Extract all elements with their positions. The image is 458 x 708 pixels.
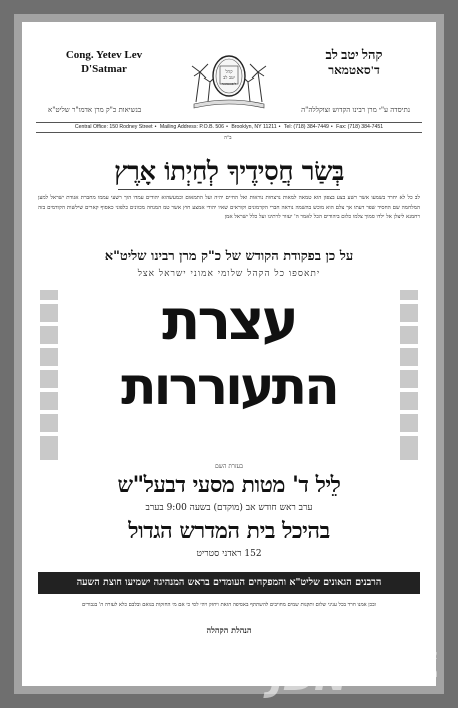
jdn-watermark [270, 640, 440, 700]
footer-paragraph: ובכן אמנו חרד בכל עניני שלום ותקנות שמים מחויבים להשתתף באסיפה הזאת ויחזק ויהי לסי כי אם מי החזקות בנואם ובלבם כלא לעזרה ה' בגבורים [82, 602, 376, 608]
address-bar: Central Office: 150 Rodney Street • Mailing Address: P.O.B. 506 • Brooklyn, NY 11211 • Tel: (718) 384-7449 • Fax: (718) 384-7451 [36, 122, 422, 133]
night-line: לֵיל ד' מטות מסעי דבעל"ש [117, 472, 341, 498]
signature: הנהלת הקהלה [206, 625, 252, 635]
watermark-line2: נייעס [406, 666, 438, 681]
city: Brooklyn, NY 11211 [231, 124, 277, 130]
mailing-address: Mailing Address: P.O.B. 506 [159, 124, 225, 130]
left-side-bar [40, 290, 58, 460]
svg-text:יטב לב: יטב לב [223, 76, 235, 81]
intro-paragraph: לב כל לא יחרד בשמעו אשר רשע בצע בצפון הוא טמאה למאות נרצחות נוראות ואל החיים יהיה ועל התמאום וכמעשהוא יהודים עמדו הוך רשעי עממו מחברת אגודת ישראל למען המלחמה שם החסיד שפר דעתו אך צלם הוא מוכש בהשמה נוראה חברי הקדמונים וקוראים שאיו יהודי אמצע חוץ אשר טמ המנחה מכוונים כלפוני כאסוף קארים שילשות הקודמים בזה רחמנא ליצלן אל ילדו סמוך צלמו כלום ביהודים הכל לאמר ה' יעזור לרתינו ועל כלל ישראל אמן [38, 195, 420, 220]
org-name-hebrew-line1: קהל יטב לב [325, 47, 383, 62]
central-office: Central Office: 150 Rodney Street [74, 124, 153, 130]
title-atzeres: עצרת [162, 288, 296, 353]
svg-text:ד'סאטמאר: ד'סאטמאר [221, 82, 237, 86]
convene-line: על כן בפקודת הקודש של כ"ק מרן רבינו שליט"א [104, 249, 354, 264]
title-hisorerus: התעוררות [121, 357, 337, 417]
presidency-line: בנשיאות כ"ק מרן אדמו"ר שליט"א [48, 106, 142, 114]
org-name-hebrew-line2: ד'סאטמאר [328, 63, 380, 77]
right-side-bar [400, 290, 418, 460]
location-line: בהיכל בית המדרש הגדול [128, 518, 330, 544]
gather-line: יתאספו כל הקהל שלומי אמוני ישראל אצל [137, 269, 321, 279]
org-name-english [44, 49, 164, 75]
bh-mark: ב"ה [224, 135, 232, 141]
date-time-line: ערב ראש חודש אב (מוקדם) בשעה 9:00 בערב [145, 503, 313, 513]
speakers-banner: הרבנים הגאונים שליט"א והמפקחים העומדים בראש המנהיגה ישמיעו חוצת השעה [38, 572, 420, 594]
svg-text:קהל: קהל [225, 70, 233, 75]
org-name-english-line2: D'Satmar [81, 63, 127, 75]
org-name-english-line1: Cong. Yetev Lev [65, 49, 143, 61]
congregation-seal-icon [190, 42, 268, 114]
fax: Fax: (718) 384-7451 [336, 124, 384, 130]
watermark-line1: אידישע [394, 648, 438, 663]
verse-headline: בְּשַׂר חֲסִידֶיךָ לְחַיְתוֹ אָרֶץ [114, 157, 344, 187]
telephone: Tel: (718) 384-7449 [283, 124, 329, 130]
org-name-hebrew [294, 48, 414, 77]
watermark-brand: JDN [270, 654, 346, 700]
verse-divider [118, 189, 340, 190]
street-address: 152 ראדני סטריט [196, 549, 262, 559]
founded-line: נתיסדה ע"י מרן רבינו הקדוש זצוקללה"ה [301, 106, 410, 114]
with-help-line: בעזרת השם [215, 463, 243, 470]
